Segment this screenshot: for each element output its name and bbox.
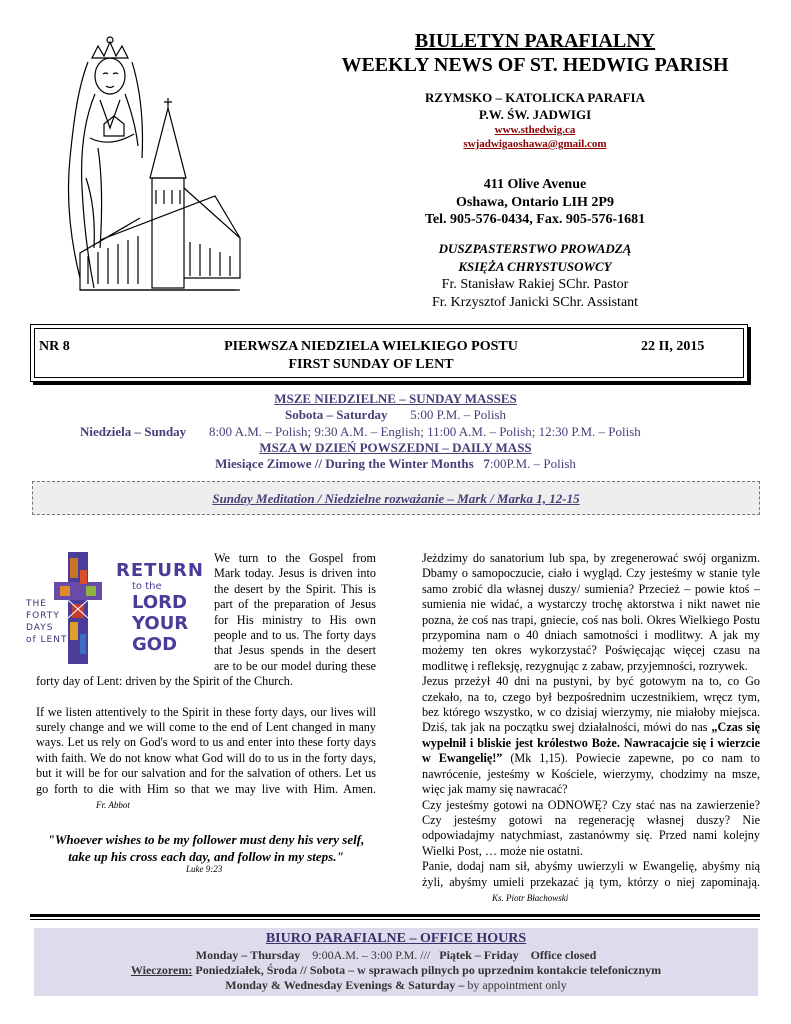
issue-title-en: FIRST SUNDAY OF LENT [288, 357, 454, 372]
sunday-masses-heading: MSZE NIEDZIELNE – SUNDAY MASSES [274, 391, 517, 406]
church-illustration [40, 28, 280, 328]
sunday-times: 8:00 A.M. – Polish; 9:30 A.M. – English; 11:00 A.M. – Polish; 12:30 P.M. – Polish [208, 424, 641, 439]
divider [30, 914, 760, 917]
sunday-label: Niedziela – Sunday [80, 424, 187, 439]
office-line1: Monday – Thursday 9:00A.M. – 3:00 P.M. /// Piątek – Friday Office closed [195, 948, 597, 962]
st-hedwig-church-image [40, 28, 280, 328]
office-heading: BIURO PARAFIALNE – OFFICE HOURS [265, 931, 527, 946]
parish-name: P.W. ŚW. JADWIGI [478, 107, 592, 122]
polish-para2: Jezus przeżył 40 dni na pustyni, by być gotowym na to, co Go czekało, na to, czego był bezpośrednim uczestnikiem, wręcz tym, bez którego wszystko, w co dzisiaj wierzymy, nie miałoby miejsca. Dziś, tak jak na początku swej działalności, mówi do nas „Czas się wypełnił i bliskie jest królestwo Boże. Nawracajcie się i wierzcie w Ewangelię!” (Mk 1,15). Powiecie zapewne, po co nam to nawrócenie, jesteśmy w Kościele, wierzymy, chodzimy na msze, więc jak mamy się nawracać? [422, 674, 760, 797]
daily-mass [0, 456, 791, 472]
polish-meditation [422, 551, 760, 906]
saturday-time: 5:00 P.M. – Polish [410, 407, 507, 422]
saturday-mass [0, 407, 791, 423]
scripture-quote: "Whoever wishes to be my follower must deny his very self, take up his cross each day, and follow in my steps." [47, 832, 365, 864]
issue-date: 22 II, 2015 [641, 339, 705, 354]
polish-para1: Jeżdzimy do sanatorium lub spa, by zregenerować swój organizm. Dbamy o samopoczucie, ciało i wygląd. Czy jesteśmy w stanie tyle samo zrobić dla własnej duszy/ sumienia? Przecież – powie ktoś – sumienia nie widać, a wystarczy trochę aktorstwa i nikt nawet nie pozna, że coś nas trapi, gniecie, coś nas boli. Okres Wielkiego Postu przypomina nam o 40 dniach samotności i modlitwy. A jak my możemy ten okres wykorzystać? Poświęcając więcej czasu na modlitwę i refleksję, rezygnując z zabaw, przyjemności, rozrywek. [422, 551, 760, 673]
ministry-line1: DUSZPASTERSTWO PROWADZĄ [438, 241, 632, 256]
english-para2: If we listen attentively to the Spirit in these forty days, our lives will surely change and we will come to the end of Lent changed in many ways. Let us rely on God's word to us and enter into these forty days with faith. We do not know what God will do to us in the forty days, but it will be for our salvation and for the salvation of others. Let us go forth to die with Him so that we may live with Him. Amen. [36, 704, 376, 796]
daily-time-hour: 7 [483, 456, 490, 471]
meditation-title: Sunday Meditation / Niedzielne rozważanie – Mark / Marka 1, 12-15 [212, 491, 580, 506]
office-hours-box [34, 928, 758, 996]
issue-number: NR 8 [39, 339, 70, 354]
pastor-name: Fr. Stanisław Rakiej SChr. Pastor [441, 277, 629, 292]
english-para2-container [36, 705, 376, 814]
english-signature: Fr. Abbot [96, 800, 130, 811]
english-para1: We turn to the Gospel from Mark today. Jesus is driven into the desert by the Spirit. This is part of the preparation of Jesus for His ministry to His own people and to us. The forty days that Jesus spends in the desert are to be our model during these forty day of Lent: driven by the Spirit of the Church. [36, 551, 376, 689]
return-to-god-text: RETURN to the LORD YOUR GOD [116, 560, 204, 655]
daily-time: :00P.M. – Polish [489, 456, 576, 471]
gospel-quote: „Czas się wypełnił i bliskie jest królestwo Boże. Nawracajcie się i wierzcie w Ewangelię!” [422, 720, 760, 766]
office-line3: Monday & Wednesday Evenings & Saturday – by appointment only [225, 978, 567, 992]
website-link[interactable]: www.sthedwig.ca [494, 124, 576, 136]
assistant-name: Fr. Krzysztof Janicki SChr. Assistant [431, 295, 639, 310]
bulletin-title-en: WEEKLY NEWS OF ST. HEDWIG PARISH [341, 54, 729, 76]
parish-type: RZYMSKO – KATOLICKA PARAFIA [425, 90, 645, 105]
daily-label: Miesiące Zimowe // During the Winter Months [215, 456, 474, 471]
scripture-ref: Luke 9:23 [186, 864, 223, 874]
polish-para4: Panie, dodaj nam sił, abyśmy uwierzyli w Ewangelię, abyśmy nią żyli, abyśmy umieli przekazać ją tym, którzy o niej zapominają. Ks. Piotr Błachowski [422, 859, 760, 903]
address-street: 411 Olive Avenue [483, 177, 587, 192]
office-line2: Wieczorem: Poniedziałek, Środa // Sobota – w sprawach pilnych po uprzednim kontakcie telefonicznym [130, 963, 662, 977]
issue-title-pl: PIERWSZA NIEDZIELA WIELKIEGO POSTU [224, 339, 518, 354]
forty-days-text: THE FORTY DAYS of LENT [26, 599, 68, 645]
phone-fax: Tel. 905-576-0434, Fax. 905-576-1681 [424, 212, 646, 227]
polish-signature: Ks. Piotr Błachowski [492, 892, 569, 903]
bulletin-title-pl: BIULETYN PARAFIALNY [414, 30, 656, 52]
polish-para3: Czy jesteśmy gotowi na ODNOWĘ? Czy stać nas na zawierzenie? Czy jesteśmy gotowi na regenerację własnej duszy? Nie odpowiadajmy natychmiast, zastanówmy się. Przed nami kolejny Wielki Post, … może nie ostatni. [422, 797, 760, 858]
daily-mass-heading: MSZA W DZIEŃ POWSZEDNI – DAILY MASS [259, 440, 532, 455]
issue-box [30, 324, 748, 382]
divider-thin [30, 919, 760, 920]
saturday-label: Sobota – Saturday [284, 407, 388, 422]
sunday-mass [80, 424, 780, 440]
ministry-line2: KSIĘŻA CHRYSTUSOWCY [458, 259, 612, 274]
english-meditation [36, 551, 376, 814]
email-link[interactable]: swjadwigaoshawa@gmail.com [463, 138, 607, 150]
meditation-banner [32, 481, 760, 515]
address-city: Oshawa, Ontario LIH 2P9 [456, 195, 614, 210]
